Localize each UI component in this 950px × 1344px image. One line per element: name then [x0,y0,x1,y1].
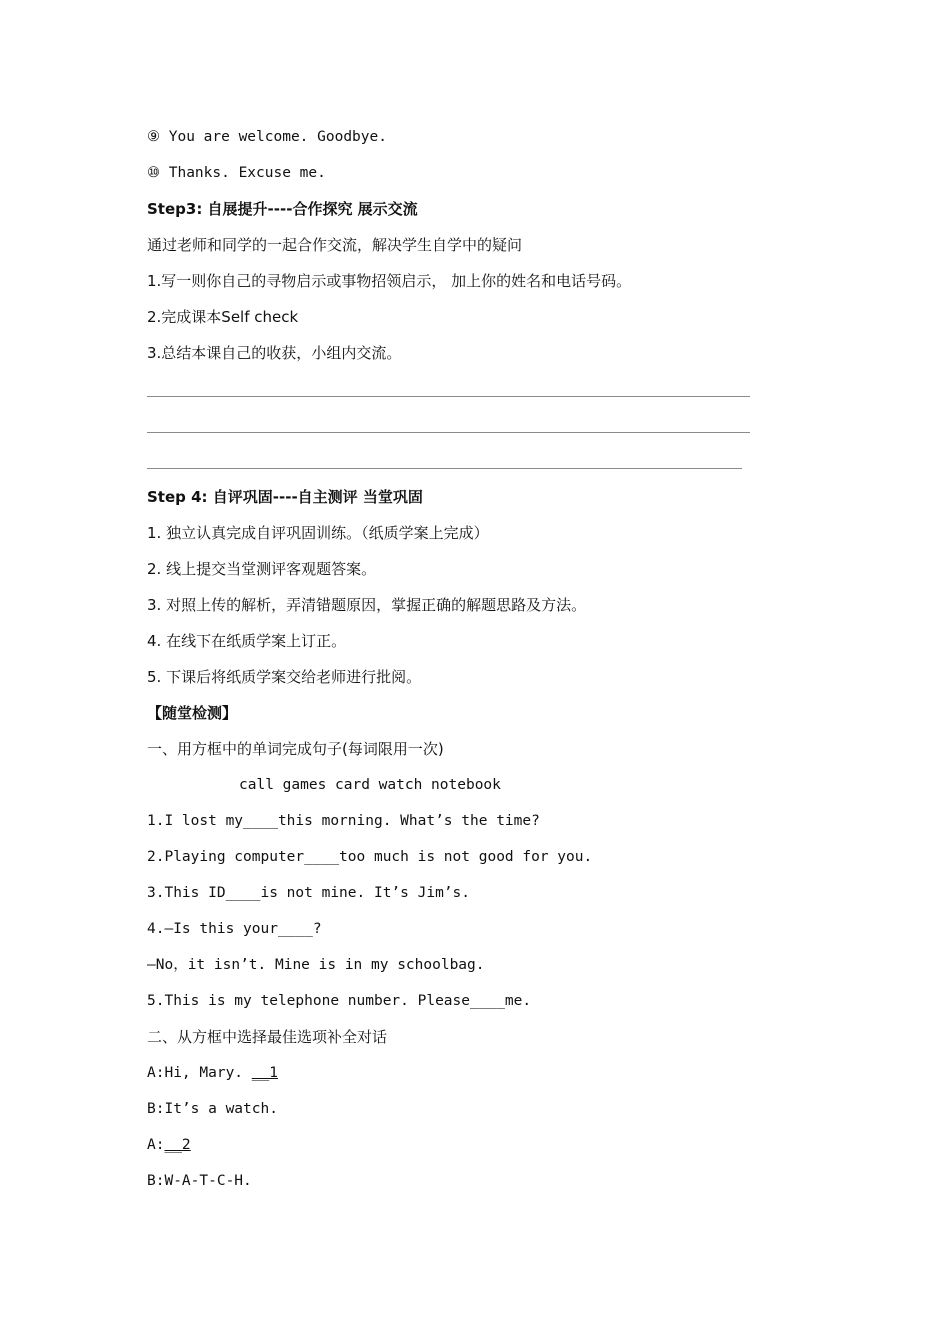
step3-item: 3.总结本课自己的收获，小组内交流。 [147,344,402,362]
dialog-prefix: A:Hi, Mary. [147,1065,252,1081]
dialog-line [147,1166,787,1202]
dialog-line [147,1094,787,1130]
part2-title: 二、从方框中选择最佳选项补全对话 [147,1028,388,1046]
step3-item: 2.完成课本Self check [147,308,299,326]
answer-line [147,446,787,482]
step3-intro: 通过老师和同学的一起合作交流，解决学生自学中的疑问 [147,236,523,254]
step4-item: 4. 在线下在纸质学案上订正。 [147,632,347,650]
step3-item: 1.写一则你自己的寻物启示或事物招领启示， 加上你的姓名和电话号码。 [147,272,632,290]
dialog-blank: __2 [164,1137,191,1153]
exercise-sentence: 5.This is my telephone number. Please____me. [147,993,532,1009]
step4-item: 1. 独立认真完成自评巩固训练。（纸质学案上完成） [147,524,489,542]
dialog-prefix: A: [147,1137,165,1153]
step3-heading: Step3: 自展提升----合作探究 展示交流 [147,200,418,218]
text-line: ⑩ Thanks. Excuse me. [147,165,326,181]
document-page [147,122,787,1202]
word-box: call games card watch notebook [239,777,501,793]
dialog-line [147,1058,787,1094]
step4-item: 2. 线上提交当堂测评客观题答案。 [147,560,377,578]
exercise-sentence: 2.Playing computer____too much is not good for you. [147,849,593,865]
dialog-prefix: B:It’s a watch. [147,1101,278,1117]
exercise-sentence: 4.—Is this your____? [147,921,322,937]
exercise-sentence: 3.This ID____is not mine. It’s Jim’s. [147,885,471,901]
answer-line [147,374,787,410]
check-heading: 【随堂检测】 [147,704,238,722]
dialog-line [147,1130,787,1166]
step4-item: 5. 下课后将纸质学案交给老师进行批阅。 [147,668,422,686]
dialog-blank: __1 [251,1065,278,1081]
part1-title: 一、用方框中的单词完成句子(每词限用一次) [147,740,444,758]
text-line: ⑨ You are welcome. Goodbye. [147,129,387,145]
step4-heading: Step 4: 自评巩固----自主测评 当堂巩固 [147,488,423,506]
exercise-sentence: —No，it isn’t. Mine is in my schoolbag. [147,957,485,973]
exercise-sentence: 1.I lost my____this morning. What’s the time? [147,813,540,829]
answer-line [147,410,787,446]
step4-item: 3. 对照上传的解析，弄清错题原因，掌握正确的解题思路及方法。 [147,596,587,614]
dialog-prefix: B:W-A-T-C-H. [147,1173,252,1189]
